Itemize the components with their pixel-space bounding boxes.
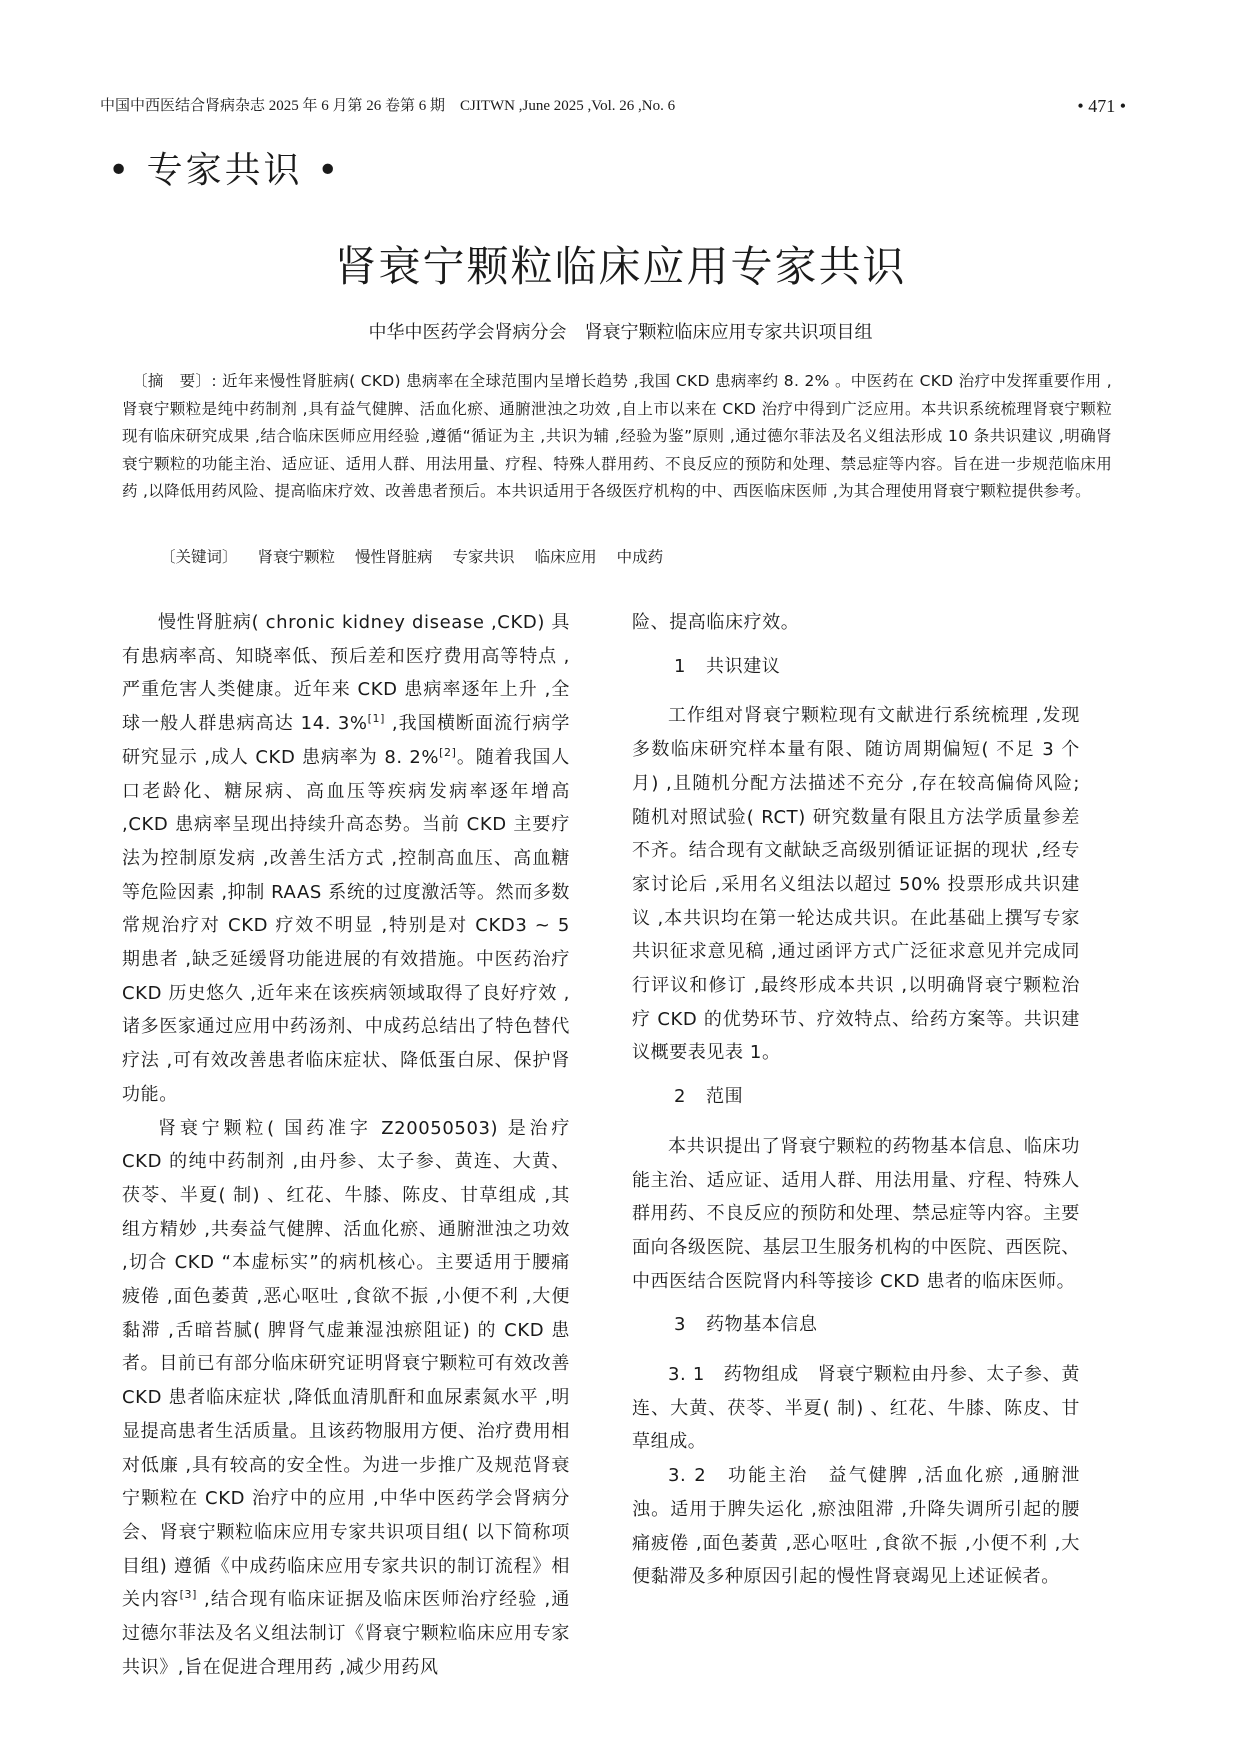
journal-citation: 中国中西医结合肾病杂志 2025 年 6 月第 26 卷第 6 期 CJITWN ,June 2025 ,Vol. 26 ,No. 6 xyxy=(100,98,676,114)
body-paragraph: 工作组对肾衰宁颗粒现有文献进行系统梳理 ,发现多数临床研究样本量有限、随访周期偏短( 不足 3 个月) ,且随机分配方法描述不充分 ,存在较高偏倚风险; 随机对照试验( RCT) 研究数量有限且方法学质量参差不齐。结合现有文献缺乏高级别循证证据的现状 ,经专家讨论后 ,采用名义组法以超过 50% 投票形成共识建议 ,本共识均在第一轮达成共识。在此基础上撰写专家共识征求意见稿 ,通过函评方式广泛征求意见并完成同行评议和修订 ,最终形成本共识 ,以明确肾衰宁颗粒治疗 CKD 的优势环节、疗效特点、给药方案等。共识建议概要表见表 1。 xyxy=(632,705,1080,1064)
running-header xyxy=(100,96,1126,116)
section-title: 共识建议 xyxy=(706,655,781,677)
body-paragraph xyxy=(122,606,570,1112)
section-number: 3 xyxy=(674,1314,687,1336)
citation-ref[interactable]: [3] xyxy=(179,1588,198,1602)
body-column-left xyxy=(122,606,570,1685)
keyword: 专家共识 xyxy=(452,548,515,566)
article-authors: 中华中医药学会肾病分会 肾衰宁颗粒临床应用专家共识项目组 xyxy=(368,322,873,343)
keyword: 中成药 xyxy=(616,548,664,566)
section-label: • 专家共识 • xyxy=(108,150,342,191)
body-column-right xyxy=(632,606,1080,1594)
paragraph-text: ,结合现有临床证据及临床医师治疗经验 ,通过德尔菲法及名义组法制订《肾衰宁颗粒临床应用专家共识》,旨在促进合理用药 ,减少用药风 xyxy=(122,1589,570,1678)
subsection-3-1: 3. 1 药物组成 肾衰宁颗粒由丹参、太子参、黄连、大黄、茯苓、半夏( 制) 、红花、牛膝、陈皮、甘草组成。 xyxy=(632,1364,1080,1453)
abstract: 〔摘 要〕: 近年来慢性肾脏病( CKD) 患病率在全球范围内呈增长趋势 ,我国 CKD 患病率约 8. 2% 。中医药在 CKD 治疗中发挥重要作用 ,肾衰宁颗粒是纯中药制剂 ,具有益气健脾、活血化瘀、通腑泄浊之功效 ,自上市以来在 CKD 治疗中得到广泛应用。本共识系统梳理肾衰宁颗粒现有临床研究成果 ,结合临床医师应用经验 ,遵循“循证为主 ,共识为辅 ,经验为鉴”原则 ,通过德尔菲法及名义组法形成 10 条共识建议 ,明确肾衰宁颗粒的功能主治、适应证、适用人群、用法用量、疗程、特殊人群用药、不良反应的预防和处理、禁忌症等内容。旨在进一步规范临床用药 ,以降低用药风险、提高临床疗效、改善患者预后。本共识适用于各级医疗机构的中、西医临床医师 ,为其合理使用肾衰宁颗粒提供参考。 xyxy=(122,372,1112,500)
section-title: 药物基本信息 xyxy=(706,1314,818,1336)
section-title: 范围 xyxy=(706,1086,744,1108)
section-heading-1 xyxy=(632,650,1080,684)
paragraph-text: 慢性肾脏病( chronic kidney disease ,CKD) 具有患病率高、知晓率低、预后差和医疗费用高等特点 ,严重危害人类健康。近年来 CKD 患病率逐年上升 ,全球一般人群患病高达 14. 3% xyxy=(122,612,570,735)
keywords xyxy=(160,544,663,571)
paragraph-text: ,我国横断面流行病学研究显示 ,成人 CKD 患病率为 8. 2% xyxy=(122,713,570,768)
article-title: 肾衰宁颗粒临床应用专家共识 xyxy=(334,242,907,291)
subsection-3-2: 3. 2 功能主治 益气健脾 ,活血化瘀 ,通腑泄浊。适用于脾失运化 ,瘀浊阻滞 ,升降失调所引起的腰痛疲倦 ,面色萎黄 ,恶心呕吐 ,食欲不振 ,小便不利 ,大便黏滞及多种原因引起的慢性肾衰竭见上述证候者。 xyxy=(632,1465,1080,1588)
section-heading-3 xyxy=(632,1308,1080,1342)
section-number: 1 xyxy=(674,655,687,677)
paragraph-text: 肾衰宁颗粒( 国药准字 Z20050503) 是治疗 CKD 的纯中药制剂 ,由丹参、太子参、黄连、大黄、茯苓、半夏( 制) 、红花、牛膝、陈皮、甘草组成 ,其组方精妙 ,共奏益气健脾、活血化瘀、通腑泄浊之功效 ,切合 CKD “本虚标实”的病机核心。主要适用于腰痛疲倦 ,面色萎黄 ,恶心呕吐 ,食欲不振 ,小便不利 ,大便黏滞 ,舌暗苔腻( 脾肾气虚兼湿浊瘀阻证) 的 CKD 患者。目前已有部分临床研究证明肾衰宁颗粒可有效改善 CKD 患者临床症状 ,降低血清肌酐和血尿素氮水平 ,明显提高患者生活质量。且该药物服用方便、治疗费用相对低廉 ,具有较高的安全性。为进一步推广及规范肾衰宁颗粒在 CKD 治疗中的应用 ,中华中医药学会肾病分会、肾衰宁颗粒临床应用专家共识项目组( 以下简称项目组) 遵循《中成药临床应用专家共识的制订流程》相关内容 xyxy=(122,1117,570,1611)
body-paragraph xyxy=(122,1112,570,1685)
paragraph-text: 。随着我国人口老龄化、糖尿病、高血压等疾病发病率逐年增高 ,CKD 患病率呈现出持续升高态势。当前 CKD 主要疗法为控制原发病 ,改善生活方式 ,控制高血压、高血糖等危险因素 ,抑制 RAAS 系统的过度激活等。然而多数常规治疗对 CKD 疗效不明显 ,特别是对 CKD3 ~ 5 期患者 ,缺乏延缓肾功能进展的有效措施。中医药治疗 CKD 历史悠久 ,近年来在该疾病领域取得了良好疗效 ,诸多医家通过应用中药汤剂、中成药总结出了特色替代疗法 ,可有效改善患者临床症状、降低蛋白尿、保护肾功能。 xyxy=(122,746,571,1105)
citation-ref[interactable]: [2] xyxy=(439,745,457,759)
page-number: • 471 • xyxy=(1077,96,1126,116)
body-paragraph-continued: 险、提高临床疗效。 xyxy=(632,612,800,633)
keyword: 临床应用 xyxy=(534,548,597,566)
section-number: 2 xyxy=(674,1086,687,1108)
keyword: 慢性肾脏病 xyxy=(355,548,433,566)
citation-ref[interactable]: [1] xyxy=(367,712,386,726)
keywords-list xyxy=(258,544,664,571)
section-heading-2 xyxy=(632,1080,1080,1114)
keyword: 肾衰宁颗粒 xyxy=(257,548,336,566)
body-paragraph: 本共识提出了肾衰宁颗粒的药物基本信息、临床功能主治、适应证、适用人群、用法用量、疗程、特殊人群用药、不良反应的预防和处理、禁忌症等内容。主要面向各级医院、基层卫生服务机构的中医院、西医院、中西医结合医院肾内科等接诊 CKD 患者的临床医师。 xyxy=(632,1135,1080,1292)
keywords-label: 〔关键词〕 xyxy=(160,548,238,566)
